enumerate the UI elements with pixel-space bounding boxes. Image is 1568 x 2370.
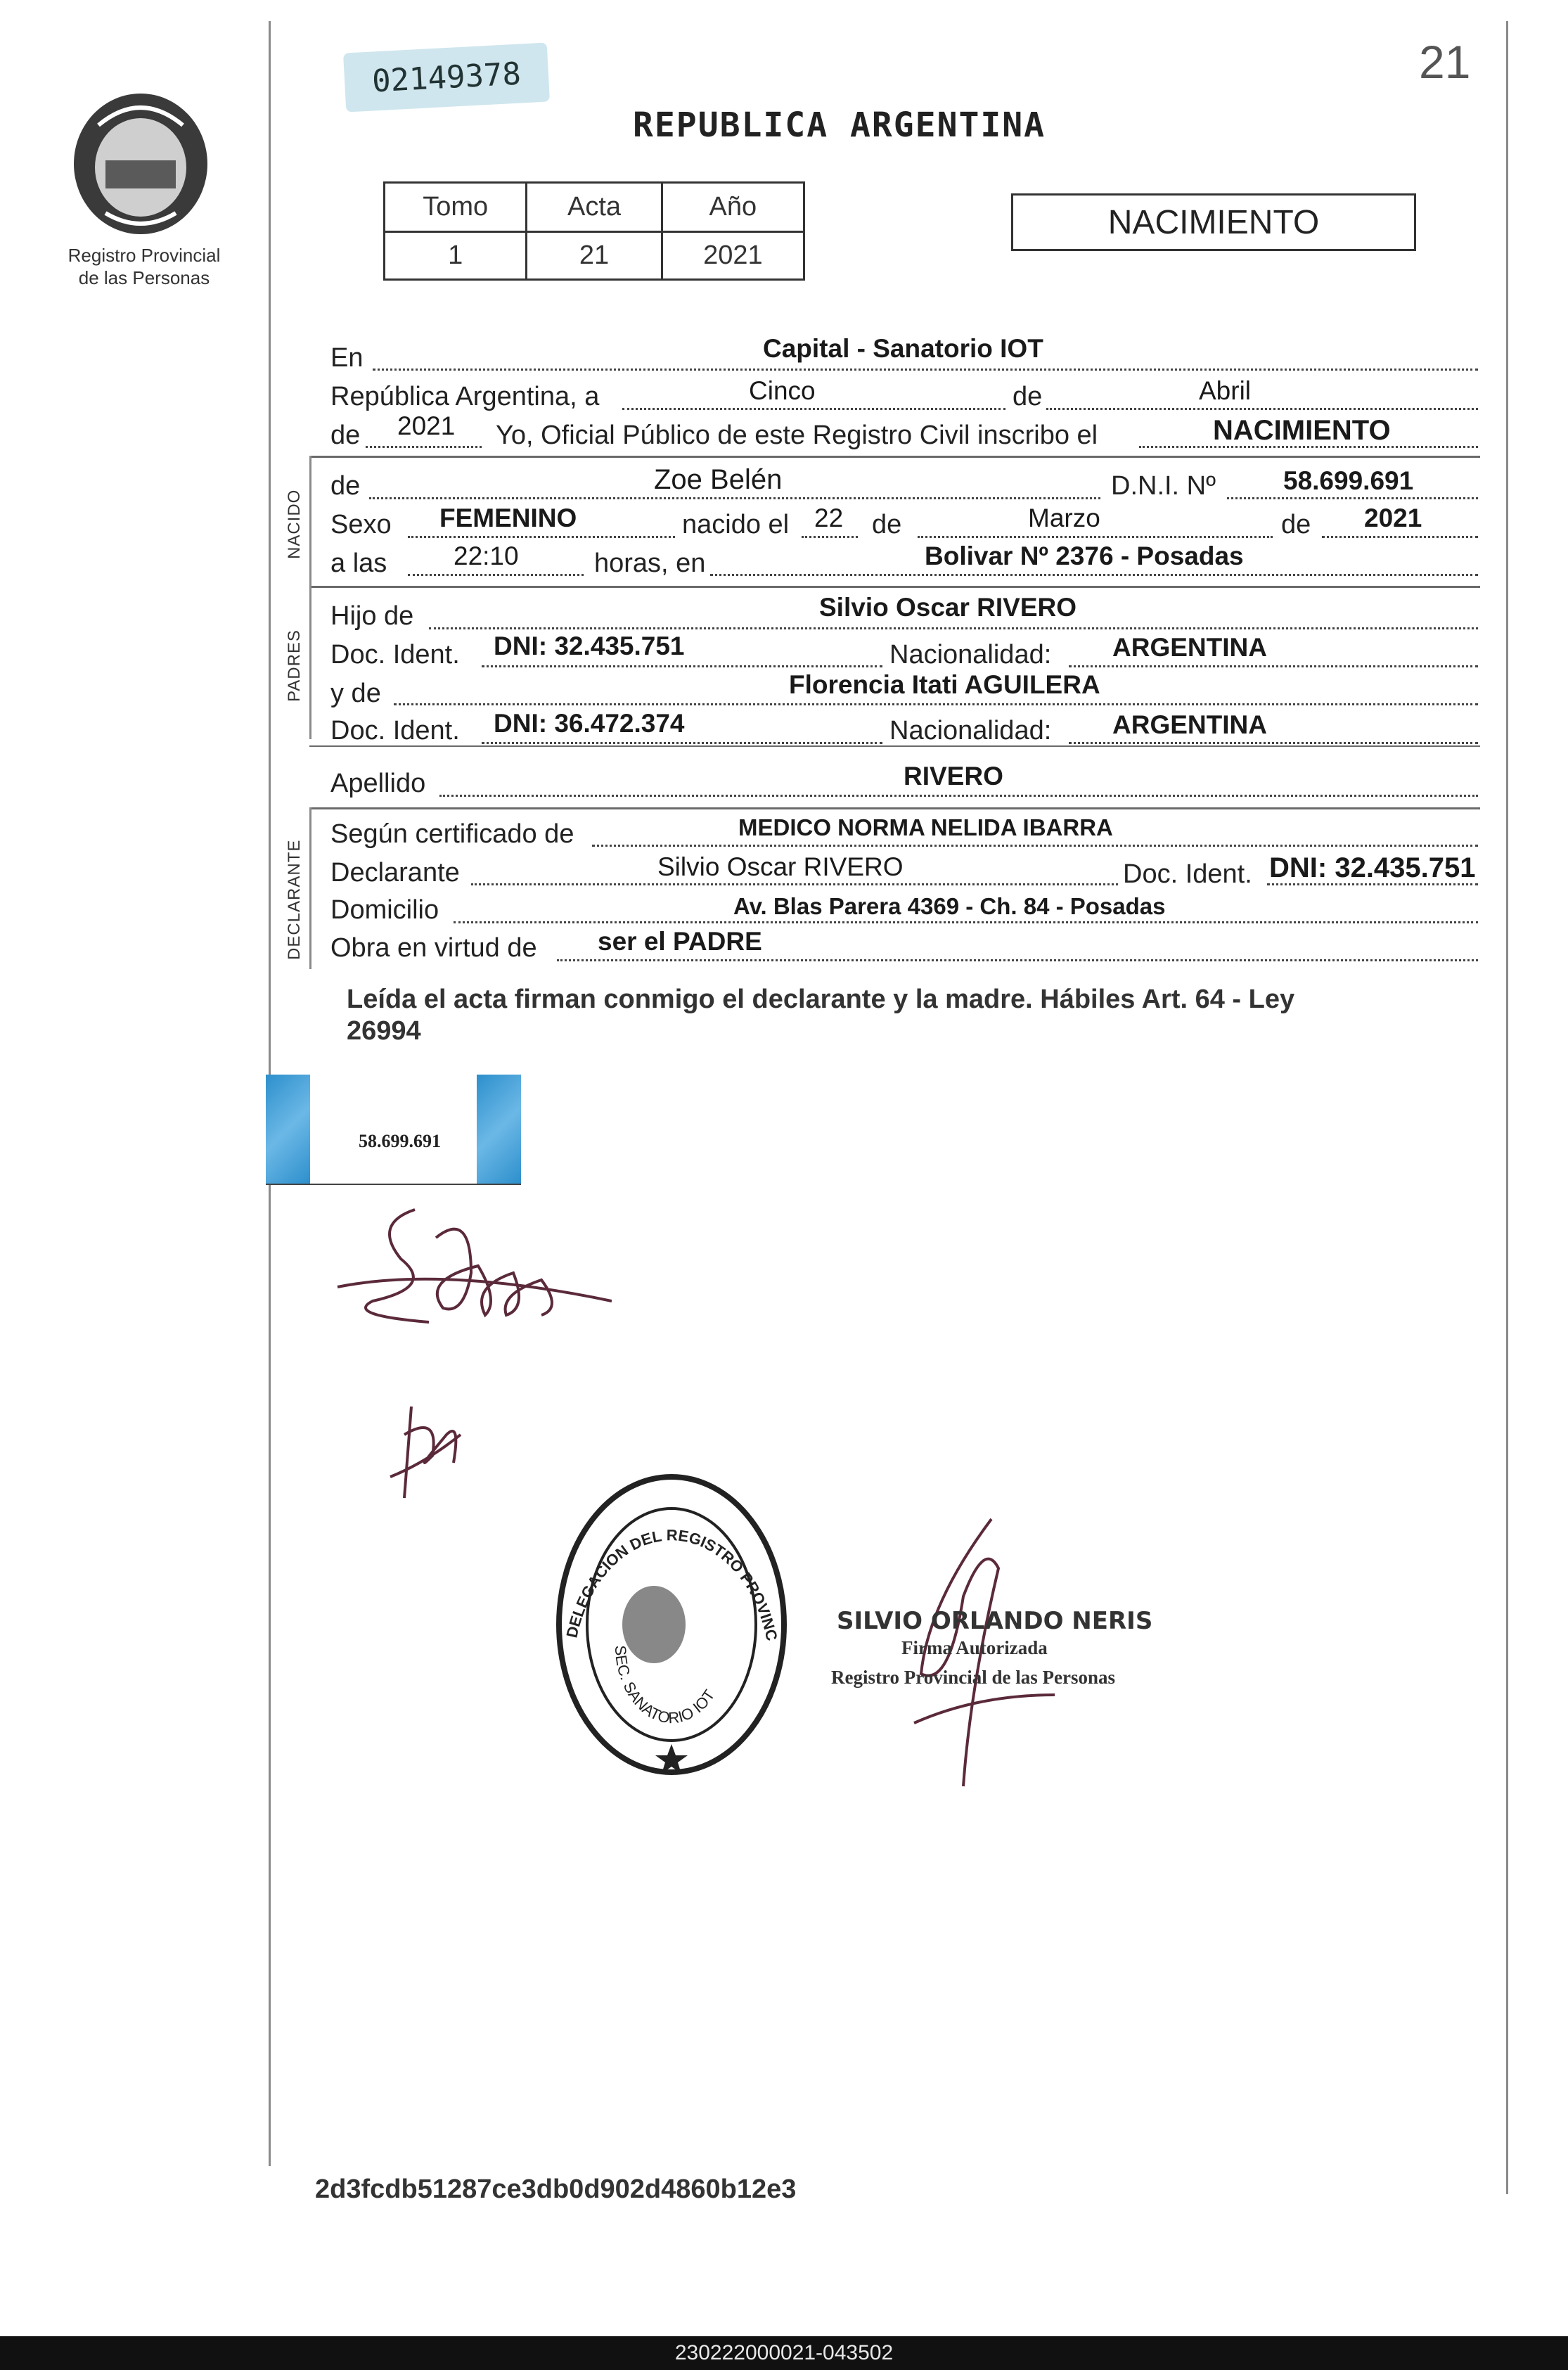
act-type-label: NACIMIENTO [1107, 203, 1320, 241]
dni-label: D.N.I. Nº [1111, 471, 1216, 501]
serial-number: 02149378 [343, 42, 550, 112]
nacido-side-line [309, 456, 311, 586]
birth-month: Marzo [1028, 504, 1100, 532]
sexo-label: Sexo [330, 510, 392, 539]
sticker-bottom-line [266, 1184, 521, 1185]
obra-label: Obra en virtud de [330, 933, 537, 963]
month-de-label: de [1013, 382, 1043, 411]
mother-dots [394, 703, 1478, 705]
index-table [383, 181, 805, 281]
month-value: Abril [1199, 376, 1252, 405]
sticker-dni-number: 58.699.691 [359, 1131, 441, 1151]
footer-code: 230222000021-043502 [674, 2341, 894, 2364]
footer-code-bar [0, 2336, 1568, 2370]
mother-signature [383, 1392, 468, 1516]
page-title: REPUBLICA ARGENTINA [633, 105, 1046, 145]
sexo-value: FEMENINO [439, 504, 577, 532]
obra-dots [557, 959, 1478, 961]
time-dots [408, 574, 584, 576]
apellido-label: Apellido [330, 769, 426, 798]
divider-nacido-top [309, 456, 1480, 458]
birth-de-label-2: de [1281, 510, 1311, 539]
right-margin-line [1506, 21, 1508, 2194]
value-ano: 2021 [662, 232, 804, 280]
domicilio-value: Av. Blas Parera 4369 - Ch. 84 - Posadas [733, 893, 1166, 919]
seal-inner-text: SEC. SANATORIO IOT [611, 1644, 719, 1727]
mother-nat-label: Nacionalidad: [889, 716, 1052, 745]
declarante-section-label: DECLARANTE [285, 839, 304, 960]
official-text: Yo, Oficial Público de este Registro Civil inscribo el [496, 421, 1098, 450]
divider-declarante-top [309, 807, 1480, 809]
apellido-dots [439, 795, 1478, 797]
sticker-left [266, 1075, 310, 1184]
act-inscribed-value: NACIMIENTO [1213, 415, 1391, 446]
father-doc-label: Doc. Ident. [330, 640, 460, 670]
birth-place-dots [710, 574, 1478, 576]
value-tomo: 1 [385, 232, 527, 280]
closing-line-2: 26994 [347, 1016, 421, 1046]
nacido-el-label: nacido el [682, 510, 790, 539]
place-value: Capital - Sanatorio IOT [763, 334, 1043, 363]
birth-day: 22 [814, 504, 844, 532]
header-tomo: Tomo [385, 183, 527, 232]
child-dni: 58.699.691 [1283, 466, 1414, 495]
father-name: Silvio Oscar RIVERO [819, 593, 1077, 622]
sexo-dots [408, 536, 675, 538]
birth-de-label: de [872, 510, 902, 539]
obra-value: ser el PADRE [598, 927, 762, 956]
value-acta: 21 [527, 232, 662, 280]
sticker-right [477, 1075, 521, 1184]
name-de-label: de [330, 471, 361, 501]
official-seal [548, 1463, 795, 1790]
divider-padres-top [309, 586, 1480, 588]
republica-label: República Argentina, a [330, 382, 600, 411]
mother-doc-label: Doc. Ident. [330, 716, 460, 745]
nacido-section-label: NACIDO [285, 489, 304, 559]
apellido-value: RIVERO [904, 762, 1003, 790]
certificado-dots [592, 845, 1478, 847]
birth-month-dots [918, 536, 1273, 538]
declarante-dots [471, 883, 1118, 885]
registry-label-1: Registro Provincial [68, 245, 221, 266]
year-value: 2021 [397, 411, 456, 440]
day-dots [622, 408, 1005, 410]
father-doc-dots [482, 665, 882, 667]
father-doc: DNI: 32.435.751 [494, 632, 685, 660]
mother-doc: DNI: 36.472.374 [494, 709, 685, 738]
closing-line-1: Leída el acta firman conmigo el declarante y la madre. Hábiles Art. 64 - Ley [347, 985, 1295, 1014]
father-nationality: ARGENTINA [1112, 633, 1267, 662]
padres-section-label: PADRES [285, 629, 304, 702]
dni-dots [1227, 497, 1478, 499]
en-dots [373, 369, 1478, 371]
father-nat-label: Nacionalidad: [889, 640, 1052, 670]
declarante-label: Declarante [330, 858, 460, 888]
certificado-label: Según certificado de [330, 819, 574, 849]
registry-label-2: de las Personas [78, 267, 210, 288]
seal-outer-text: DELEGACION DEL REGISTRO PROVINC [563, 1526, 781, 1643]
month-dots [1046, 408, 1478, 410]
birthday-dots [802, 536, 858, 538]
declarante-value: Silvio Oscar RIVERO [657, 852, 904, 881]
father-nat-dots [1069, 665, 1478, 667]
mother-name: Florencia Itati AGUILERA [789, 670, 1100, 699]
birth-year-dots [1322, 536, 1478, 538]
domicilio-label: Domicilio [330, 895, 439, 925]
mother-nat-dots [1069, 742, 1478, 744]
hijo-de-label: Hijo de [330, 601, 414, 631]
declarante-doc-label: Doc. Ident. [1123, 859, 1252, 889]
header-ano: Año [662, 183, 804, 232]
birth-year: 2021 [1364, 504, 1422, 532]
a-las-label: a las [330, 549, 387, 578]
year-de-label: de [330, 421, 361, 450]
certificado-value: MEDICO NORMA NELIDA IBARRA [738, 814, 1113, 840]
domicilio-dots [454, 921, 1478, 923]
mother-doc-dots [482, 742, 882, 744]
mother-nationality: ARGENTINA [1112, 710, 1267, 739]
en-label: En [330, 343, 364, 373]
child-name: Zoe Belén [654, 464, 783, 495]
birth-place: Bolivar Nº 2376 - Posadas [925, 542, 1244, 570]
divider-padres-bottom [309, 745, 1480, 747]
y-de-label: y de [330, 679, 381, 708]
declarante-doc: DNI: 32.435.751 [1269, 852, 1476, 883]
header-acta: Acta [527, 183, 662, 232]
year-dots [366, 446, 482, 448]
official-role: Firma Autorizada [901, 1637, 1048, 1658]
father-dots [429, 627, 1478, 629]
official-office: Registro Provincial de las Personas [831, 1667, 1115, 1688]
day-value: Cinco [749, 376, 816, 405]
horas-en-label: horas, en [594, 549, 706, 578]
province-logo [67, 83, 214, 238]
act-type-box [1011, 193, 1416, 251]
document-hash: 2d3fcdb51287ce3db0d902d4860b12e3 [315, 2174, 797, 2204]
name-dots [369, 497, 1100, 499]
padres-side-line [309, 586, 311, 739]
official-name: SILVIO ORLANDO NERIS [837, 1607, 1153, 1635]
page-number: 21 [1419, 36, 1471, 88]
birth-time: 22:10 [454, 542, 519, 570]
declarante-side-line [309, 807, 311, 969]
declarant-signature [330, 1196, 612, 1382]
